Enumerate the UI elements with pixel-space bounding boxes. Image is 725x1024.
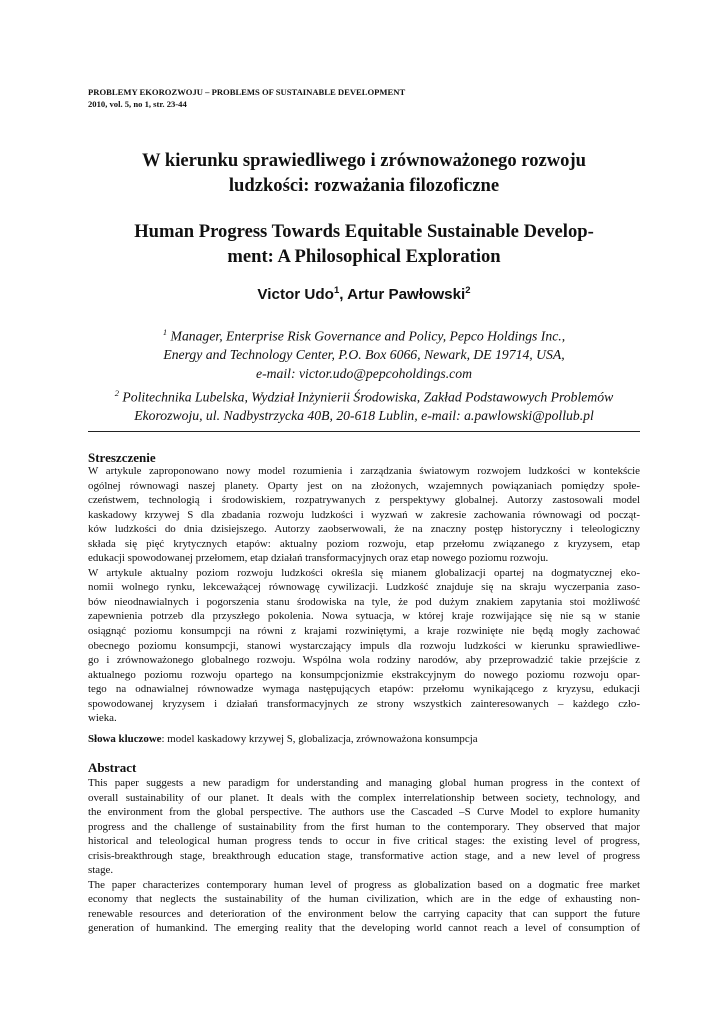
streszczenie-heading: Streszczenie bbox=[88, 450, 156, 465]
keywords bbox=[88, 733, 478, 745]
streszczenie-line: ogólnej równowagi naszej planety. Oparty jest on na złożonych, wzajemnych powiązaniach pomiędzy społe- bbox=[88, 479, 640, 492]
journal-volume: 2010, vol. 5, no 1, str. 23-44 bbox=[88, 99, 187, 109]
abstract-line: The paper characterizes contemporary human level of progress as globalization based on a dogmatic free market bbox=[88, 878, 640, 891]
streszczenie-line: edukacji spowodowanej przełomem, etap działań transformacyjnych oraz etap nowego poziomu rozwoju. bbox=[88, 552, 549, 565]
streszczenie-line: kaskadowy krzywej S dla zbadania rozwoju ludzkości i wyzwań w zakresie zachowania równowagi od począt- bbox=[88, 508, 640, 521]
keywords-text: : model kaskadowy krzywej S, globalizacja, zrównoważona konsumpcja bbox=[161, 733, 478, 745]
title-english-line: ment: A Philosophical Exploration bbox=[227, 246, 501, 267]
streszczenie-line: bów nieodnawialnych i pogorszenia stanu środowiska na tyle, że pod dużym znakiem zapytania stoi możliwość bbox=[88, 595, 640, 608]
streszczenie-line: osiągnąć poziomu konsumpcji na równi z krajami rozwiniętymi, a kraje rozwinięte nie będą mogły zachować bbox=[88, 625, 640, 638]
abstract-line: overall sustainability of our planet. It deals with the complex interrelationship between society, technology, and bbox=[88, 791, 640, 804]
abstract-line: historical and teleological human progress tends to occur in five critical stages: the existing level of progress, bbox=[88, 835, 640, 848]
affiliation-1-line: Manager, Enterprise Risk Governance and Policy, Pepco Holdings Inc., bbox=[167, 328, 566, 344]
affiliation-1-sup: 1 bbox=[162, 327, 168, 337]
abstract-line: stage. bbox=[88, 864, 114, 877]
affiliation-2-line: Ekorozwoju, ul. Nadbystrzycka 40B, 20-618 Lublin, e-mail: a.pawlowski@pollub.pl bbox=[134, 407, 594, 423]
title-polish-line: W kierunku sprawiedliwego i zrównoważonego rozwoju bbox=[141, 150, 587, 171]
abstract-line: the environment from the global perspective. The authors use the Cascaded –S Curve Model to explore humanity bbox=[88, 806, 640, 819]
streszczenie-line: tego na odnawialnej równowadze wymaga następujących etapów: przełomu wynikającego z kryzysu, edukacji bbox=[88, 683, 640, 696]
streszczenie-line: obecnego poziomu konsumpcji, stanowi wystarczający impuls dla rozwoju ludzkości w kierunku sprawiedliwe- bbox=[88, 639, 640, 652]
streszczenie-line: ków ludzkości do dnia dzisiejszego. Autorzy zaobserwowali, że na znaczny postęp historyczny i teleologiczny bbox=[88, 523, 640, 536]
streszczenie-line: aktualnego poziomu rozwoju opartego na konsumpcjonizmie ekstrakcyjnym do nowego poziomu rozwoju opar- bbox=[88, 668, 640, 681]
streszczenie-line: spowodowanej kryzysem i działań transformacyjnych ze strony wszystkich zainteresowanych – każdego czło- bbox=[88, 697, 640, 710]
streszczenie-line: wieka. bbox=[88, 712, 117, 725]
title-polish bbox=[88, 148, 640, 198]
title-english bbox=[88, 219, 640, 269]
title-polish-line: ludzkości: rozważania filozoficzne bbox=[228, 175, 500, 196]
keywords-label: Słowa kluczowe bbox=[88, 733, 162, 745]
author-pawlowski: Artur Pawłowski bbox=[347, 286, 466, 304]
affiliation-1-email: e-mail: victor.udo@pepcoholdings.com bbox=[256, 365, 472, 381]
streszczenie-line: W artykule zaproponowano nowy model rozumienia i zarządzania światowym rozwojem ludzkości w kontekście bbox=[88, 465, 640, 477]
journal-name: PROBLEMY EKOROZWOJU – PROBLEMS OF SUSTAINABLE DEVELOPMENT bbox=[88, 87, 406, 97]
abstract-line: renewable resources and deterioration of the environment below the carrying capacity that can support the future bbox=[88, 907, 640, 920]
streszczenie-line: go i zrównoważonego globalnego rozwoju. Wspólna wola rodziny narodów, aby przeprowadzić takie przejście z bbox=[88, 654, 640, 667]
author-udo: Victor Udo bbox=[257, 286, 334, 304]
authors-line bbox=[88, 285, 640, 303]
journal-header bbox=[88, 86, 405, 110]
divider-rule bbox=[88, 431, 640, 432]
affiliations bbox=[88, 323, 640, 426]
affiliation-2-sup: 2 bbox=[114, 387, 119, 398]
abstract-line: This paper suggests a new paradigm for understanding and managing global human progress in the context of bbox=[88, 777, 640, 789]
streszczenie-line: składa się pięć krytycznych etapów: aktualny poziom rozwoju, etap przełomu związanego z kryzysem, etap bbox=[88, 537, 640, 550]
streszczenie-body bbox=[88, 464, 640, 726]
streszczenie-line: W artykule aktualny poziom rozwoju ludzkości określa się mianem globalizacji opartej na dogmatycznej eko- bbox=[88, 566, 640, 579]
title-english-line: Human Progress Towards Equitable Sustainable Develop- bbox=[134, 221, 594, 242]
abstract-heading: Abstract bbox=[88, 760, 137, 775]
paper-page bbox=[88, 0, 640, 1024]
abstract-body bbox=[88, 776, 640, 936]
streszczenie-line: zapewnienia potrzeb dla przyszłego pokolenia. Nowa sytuacja, w której kraje rozwijające się nie są w stanie bbox=[88, 610, 640, 623]
streszczenie-line: nomii wolnego rynku, lekceważącej równowagę cywilizacji. Ludzkość znajduje się na skraju wyczerpania zaso- bbox=[88, 581, 640, 594]
affiliation-1-line: Energy and Technology Center, P.O. Box 6066, Newark, DE 19714, USA, bbox=[163, 347, 565, 363]
author-separator: , bbox=[339, 286, 348, 304]
abstract-line: crisis-breakthrough stage, breakthrough education stage, transformative action stage, and a new level of progress bbox=[88, 849, 640, 862]
author-udo-sup: 1 bbox=[333, 285, 340, 296]
abstract-line: progress and the challenge of sustainability from the first human to the contemporary. They observed that major bbox=[88, 820, 640, 833]
abstract-line: economy that neglects the sustainability of the human civilization, which are in the edge of exhausting non- bbox=[88, 893, 640, 906]
abstract-line: generation of humankind. The emerging reality that the developing world cannot reach a level of consumption of bbox=[88, 922, 640, 935]
affiliation-2-line: Politechnika Lubelska, Wydział Inżynierii Środowiska, Zakład Podstawowych Problemów bbox=[119, 389, 614, 405]
streszczenie-line: czeństwem, technologią i środowiskiem, rozpatrywanych z perspektywy globalnej. Autorzy zastosowali model bbox=[88, 494, 640, 507]
author-pawlowski-sup: 2 bbox=[465, 285, 471, 296]
